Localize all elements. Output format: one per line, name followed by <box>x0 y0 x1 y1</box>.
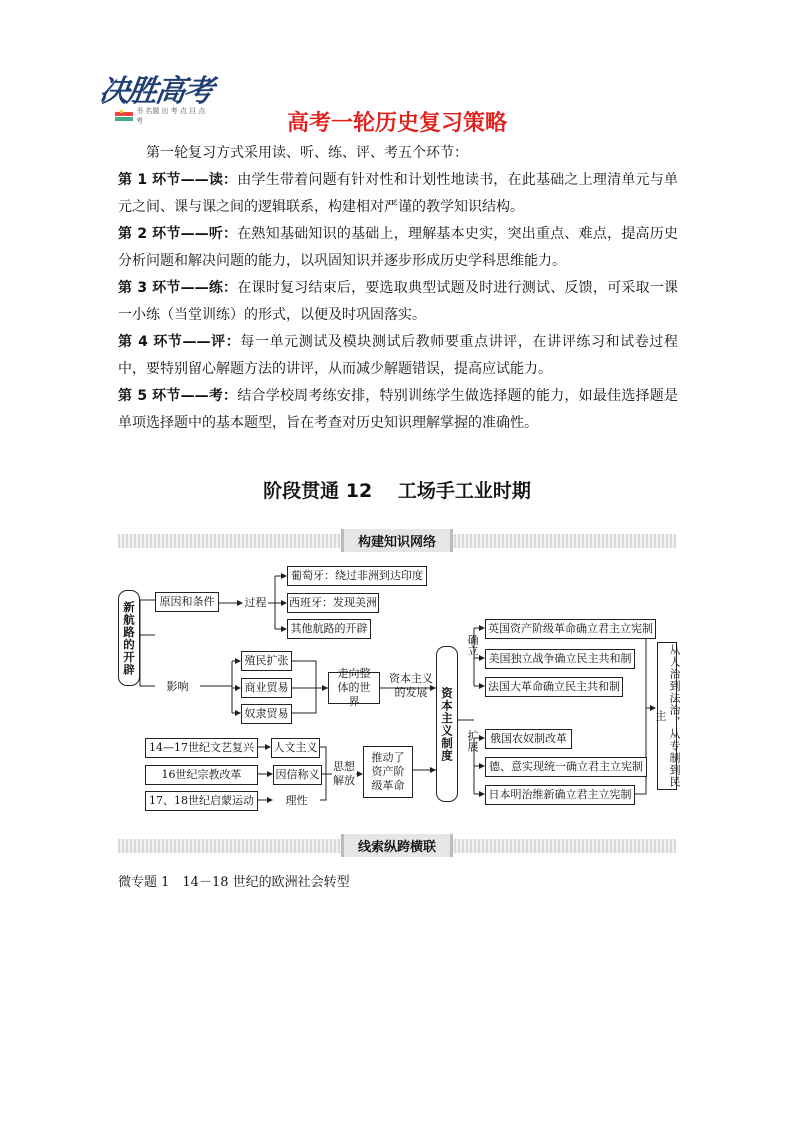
node-capitalism: 资本主义制度 <box>436 646 458 802</box>
label-expand: 扩展 <box>466 730 479 752</box>
section-head: 第 1 环节——读： <box>118 172 238 188</box>
node-imp3: 奴隶贸易 <box>241 704 292 724</box>
node-world: 走向整体的世界 <box>328 672 380 704</box>
label-thought: 思想解放 <box>333 760 355 787</box>
node-x3: 日本明治维新确立君主立宪制 <box>485 785 635 805</box>
label-capdev: 资本主义的发展 <box>389 672 433 699</box>
section-body: 在课时复习结束后，要选取典型试题及时进行测试、反馈，可采取一课一小练（当堂训练）的形式，以便及时巩固落实。 <box>118 280 678 323</box>
intro-paragraph: 第一轮复习方式采用读、听、练、评、考五个环节： <box>146 145 468 161</box>
node-route2: 西班牙：发现美洲 <box>287 593 379 613</box>
node-process: 过程 <box>243 594 268 612</box>
label-establish: 确立 <box>466 634 479 656</box>
node-e2: 美国独立战争确立民主共和制 <box>485 649 635 669</box>
node-x1: 俄国农奴制改革 <box>485 729 572 749</box>
node-cause: 原因和条件 <box>155 592 219 612</box>
node-root: 新航路的开辟 <box>118 590 140 686</box>
node-e3: 法国大革命确立民主共和制 <box>485 677 623 697</box>
node-reformation: 16世纪宗教改革 <box>145 765 258 785</box>
node-push: 推动了资产阶级革命 <box>363 746 413 798</box>
node-e1: 英国资产阶级革命确立君主立宪制 <box>485 619 656 639</box>
node-reason: 理性 <box>273 791 320 811</box>
section-body: 每一单元测试及模块测试后教师要重点讲评，在讲评练习和试卷过程中，要特别留心解题方法的讲评，从而减少解题错误，提高应试能力。 <box>118 334 678 377</box>
node-humanism: 人文主义 <box>271 738 320 758</box>
logo-subtext: 书 名题 出 考 点 目 点 考 <box>136 107 206 125</box>
node-renaissance: 14—17世纪文艺复兴 <box>145 738 258 758</box>
node-imp2: 商业贸易 <box>241 678 292 698</box>
node-route1: 葡萄牙：绕过非洲到达印度 <box>287 566 427 586</box>
topic-heading: 微专题 1 14－18 世纪的欧洲社会转型 <box>118 875 350 890</box>
section-body: 结合学校周考练安排，特别训练学生做选择题的能力，如最佳选择题是单项选择题中的基本题型，旨在考查对历史知识理解掌握的准确性。 <box>118 388 678 431</box>
section-head: 第 2 环节——听： <box>118 226 238 242</box>
section-body: 由学生带着问题有针对性和计划性地读书，在此基础之上理清单元与单元之间、课与课之间的逻辑联系，构建相对严谨的教学知识结构。 <box>118 172 678 215</box>
section-body: 在熟知基础知识的基础上，理解基本史实，突出重点、难点，提高历史分析问题和解决问题的能力，以巩固知识并逐步形成历史学科思维能力。 <box>118 226 678 269</box>
section-banner <box>118 839 676 853</box>
banner-label: 构建知识网络 <box>341 529 453 552</box>
section-head: 第 3 环节——练： <box>118 280 238 296</box>
node-enlightenment: 17、18世纪启蒙运动 <box>145 791 258 811</box>
logo-text: 决胜高考 <box>97 74 214 109</box>
section-head: 第 5 环节——考： <box>118 388 238 404</box>
node-route3: 其他航路的开辟 <box>287 619 371 639</box>
node-faith: 因信称义 <box>273 765 322 785</box>
section-head: 第 4 环节——评： <box>118 334 241 350</box>
node-conclusion: 从人治到法治，从专制到民主 <box>654 644 681 788</box>
node-x2: 德、意实现统一确立君主立宪制 <box>485 757 647 777</box>
node-impact: 影响 <box>155 677 200 697</box>
banner-label: 线索纵跨横联 <box>341 834 453 857</box>
stage-title: 阶段贯通 12 工场手工业时期 <box>263 480 531 502</box>
page-title: 高考一轮历史复习策略 <box>286 111 507 136</box>
node-imp1: 殖民扩张 <box>241 651 292 671</box>
